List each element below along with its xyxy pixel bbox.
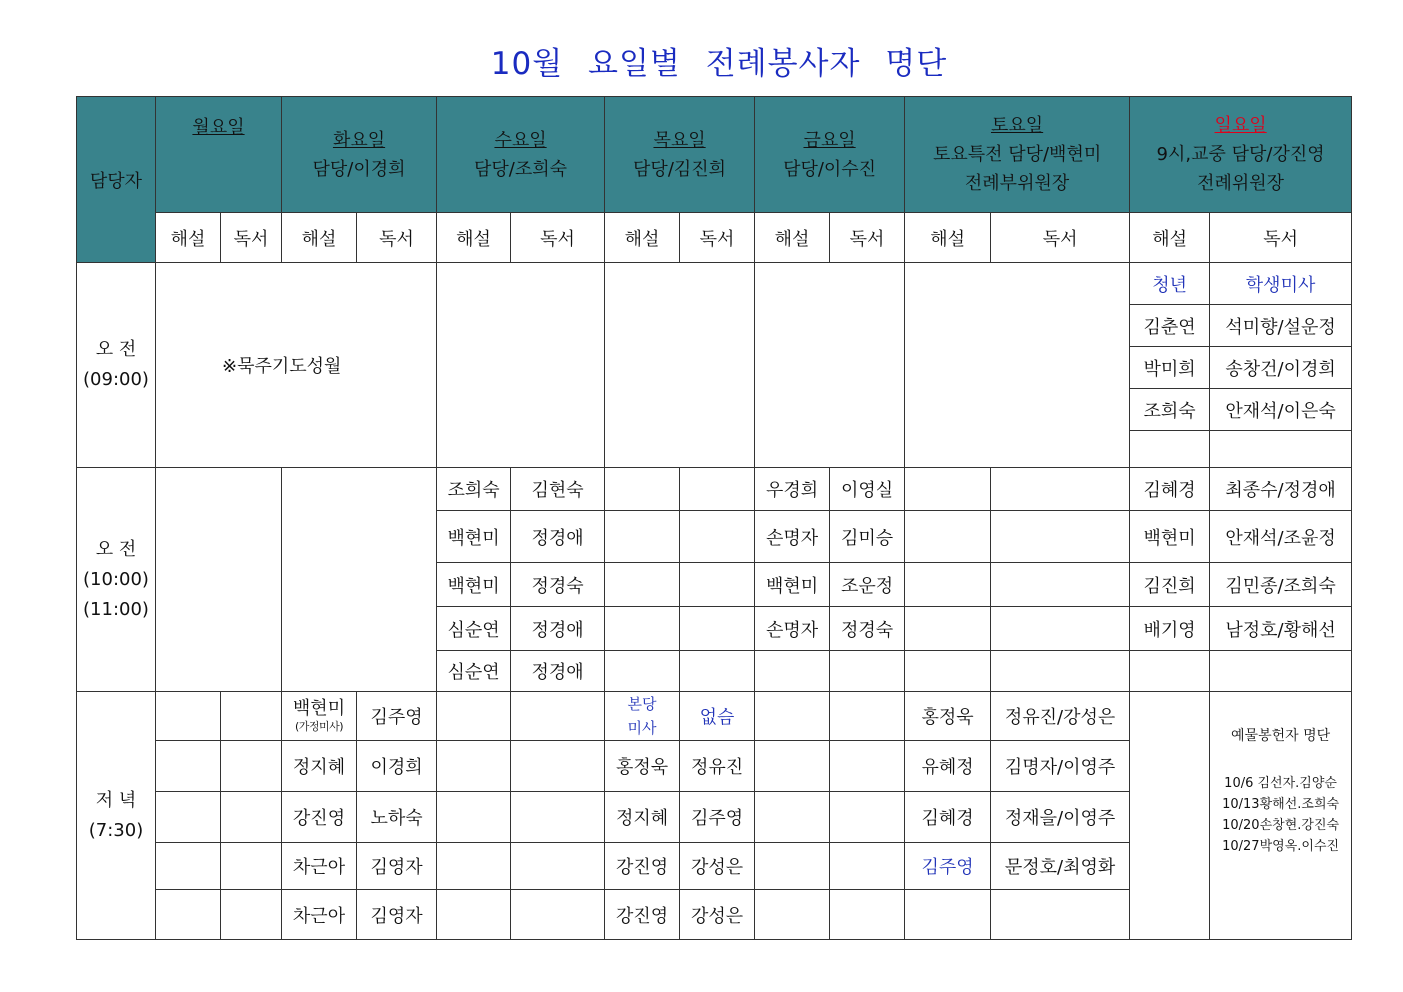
commentary-header: 해설 [905, 213, 991, 263]
session-label-morning10: 오 전 (10:00) (11:00) [77, 468, 156, 692]
commentary-header: 해설 [1130, 213, 1210, 263]
empty-cell [437, 843, 511, 890]
empty-cell [605, 607, 680, 651]
table-cell: 심순연 [437, 607, 511, 651]
empty-cell [437, 263, 605, 468]
table-cell [1130, 651, 1210, 692]
reading-header: 독서 [1210, 213, 1352, 263]
day-header-sat [905, 97, 1130, 213]
reading-header: 독서 [680, 213, 755, 263]
empty-cell [156, 792, 221, 843]
table-cell: 남정호/황해선 [1210, 607, 1352, 651]
table-cell: 이경희 [357, 741, 437, 792]
empty-cell [1130, 692, 1210, 940]
day-header-mon [156, 97, 282, 213]
table-cell: 안재석/이은숙 [1210, 389, 1352, 431]
table-cell: 강진영 [282, 792, 357, 843]
sun9-header-left: 청년 [1130, 263, 1210, 305]
day-line3: 담당/김진희 [633, 158, 727, 180]
empty-cell [830, 792, 905, 843]
table-cell: 송창건/이경희 [1210, 347, 1352, 389]
empty-cell [991, 651, 1130, 692]
session-label-morning9: 오 전 (09:00) [77, 263, 156, 468]
empty-cell [755, 263, 905, 468]
table-cell: 김혜경 [905, 792, 991, 843]
manager-header: 담당자 [77, 97, 156, 263]
table-cell: 정재을/이영주 [991, 792, 1130, 843]
empty-cell [830, 843, 905, 890]
table-cell: 없슴 [680, 692, 755, 741]
table-cell: 홍정욱 [605, 741, 680, 792]
empty-cell [905, 651, 991, 692]
empty-cell [755, 843, 830, 890]
table-cell: 우경희 [755, 468, 830, 511]
table-cell: 조희숙 [437, 468, 511, 511]
empty-cell [605, 263, 755, 468]
empty-cell [221, 741, 282, 792]
table-cell: 백현미 [437, 511, 511, 563]
day-line3: 담당/이경희 [312, 158, 406, 180]
table-cell: 백현미 [437, 563, 511, 607]
table-cell: 김명자/이영주 [991, 741, 1130, 792]
day-line2: 9시,교중 담당/강진영 [1156, 144, 1325, 165]
table-cell: 백현미 (가정미사) [282, 692, 357, 741]
empty-cell [511, 890, 605, 940]
empty-cell [830, 741, 905, 792]
table-cell: 정경숙 [511, 563, 605, 607]
table-cell: 김영자 [357, 843, 437, 890]
offering-line: 10/6 김선자.김양순 [1224, 776, 1337, 791]
empty-cell [156, 468, 282, 692]
empty-cell [605, 511, 680, 563]
table-cell: 김혜경 [1130, 468, 1210, 511]
commentary-header: 해설 [755, 213, 830, 263]
empty-cell [755, 792, 830, 843]
offering-title: 예물봉헌자 명단 [1231, 728, 1331, 744]
table-cell: 정유진/강성은 [991, 692, 1130, 741]
day-header-thu [605, 97, 755, 213]
table-cell [905, 890, 991, 940]
table-cell: 정지혜 [282, 741, 357, 792]
table-cell: 강성은 [680, 890, 755, 940]
day-line3: 담당/이수진 [783, 158, 877, 180]
day-line2: 토요특전 담당/백현미 [932, 144, 1102, 165]
empty-cell [905, 468, 991, 511]
table-cell: 심순연 [437, 651, 511, 692]
empty-cell [830, 692, 905, 741]
day-header-tue [282, 97, 437, 213]
table-cell: 석미향/설운정 [1210, 305, 1352, 347]
table-cell: 안재석/조윤정 [1210, 511, 1352, 563]
table-cell: 박미희 [1130, 347, 1210, 389]
table-cell [1130, 431, 1210, 468]
table-cell: 조희숙 [1130, 389, 1210, 431]
empty-cell [221, 890, 282, 940]
day-name: 월요일 [192, 117, 245, 138]
session-label-evening: 저 녁 (7:30) [77, 692, 156, 940]
empty-cell [991, 563, 1130, 607]
empty-cell [605, 468, 680, 511]
empty-cell [221, 692, 282, 741]
day-name: 목요일 [653, 129, 706, 151]
day-name: 화요일 [332, 129, 386, 151]
table-cell: 정경애 [511, 651, 605, 692]
empty-cell [605, 651, 680, 692]
table-cell [1210, 651, 1352, 692]
table-cell: 김영자 [357, 890, 437, 940]
empty-cell [437, 890, 511, 940]
day-line3: 전례위원장 [1197, 173, 1285, 194]
table-cell: 김현숙 [511, 468, 605, 511]
empty-cell [905, 511, 991, 563]
table-cell: 백현미 [755, 563, 830, 607]
table-cell: 김주영 [680, 792, 755, 843]
reading-header: 독서 [221, 213, 282, 263]
commentary-header: 해설 [282, 213, 357, 263]
empty-cell [437, 692, 511, 741]
empty-cell [221, 792, 282, 843]
day-line3: 담당/조희숙 [474, 158, 568, 180]
empty-cell [905, 563, 991, 607]
empty-cell [282, 468, 437, 692]
day-header-sun [1130, 97, 1352, 213]
sun9-header-right: 학생미사 [1210, 263, 1352, 305]
day-name: 수요일 [494, 129, 547, 151]
table-cell: 홍정욱 [905, 692, 991, 741]
empty-cell [437, 741, 511, 792]
empty-cell [991, 511, 1130, 563]
empty-cell [905, 607, 991, 651]
empty-cell [680, 511, 755, 563]
table-cell: 조운정 [830, 563, 905, 607]
table-cell: 정유진 [680, 741, 755, 792]
table-cell: 김진희 [1130, 563, 1210, 607]
table-cell: 유혜정 [905, 741, 991, 792]
table-cell: 김미승 [830, 511, 905, 563]
table-cell: 김민종/조희숙 [1210, 563, 1352, 607]
table-cell: 손명자 [755, 511, 830, 563]
empty-cell [156, 741, 221, 792]
empty-cell [680, 651, 755, 692]
empty-cell [680, 468, 755, 511]
empty-cell [755, 692, 830, 741]
empty-cell [680, 563, 755, 607]
reading-header: 독서 [991, 213, 1130, 263]
empty-cell [605, 563, 680, 607]
table-cell: 강진영 [605, 890, 680, 940]
day-header-fri [755, 97, 905, 213]
empty-cell [991, 468, 1130, 511]
reading-header: 독서 [511, 213, 605, 263]
reading-header: 독서 [357, 213, 437, 263]
empty-cell [221, 843, 282, 890]
table-cell [1210, 431, 1352, 468]
empty-cell [437, 792, 511, 843]
empty-cell [156, 692, 221, 741]
offering-line: 10/13황해선.조희숙 [1222, 797, 1340, 812]
commentary-header: 해설 [437, 213, 511, 263]
day-line3: 전례부위원장 [964, 173, 1070, 194]
table-cell: 손명자 [755, 607, 830, 651]
table-cell: 배기영 [1130, 607, 1210, 651]
empty-cell [680, 607, 755, 651]
table-cell [755, 651, 830, 692]
table-cell: 김주영 [905, 843, 991, 890]
offering-line: 10/20손창현.강진숙 [1222, 818, 1340, 833]
table-cell: 김주영 [357, 692, 437, 741]
reading-header: 독서 [830, 213, 905, 263]
commentary-header: 해설 [605, 213, 680, 263]
day-name: 토요일 [990, 115, 1044, 136]
commentary-header: 해설 [156, 213, 221, 263]
schedule-table [76, 96, 1352, 940]
empty-cell [511, 843, 605, 890]
day-name: 일요일 [1214, 115, 1267, 136]
table-cell: 차근아 [282, 843, 357, 890]
empty-cell [156, 890, 221, 940]
page-title: 10월 요일별 전례봉사자 명단 [490, 46, 948, 82]
empty-cell [511, 792, 605, 843]
table-cell: 이영실 [830, 468, 905, 511]
table-cell: 본당 미사 [605, 692, 680, 741]
table-cell: 강성은 [680, 843, 755, 890]
empty-cell [905, 263, 1130, 468]
rosary-notice: ※묵주기도성월 [156, 263, 437, 468]
table-cell: 문정호/최영화 [991, 843, 1130, 890]
empty-cell [511, 741, 605, 792]
table-cell: 김춘연 [1130, 305, 1210, 347]
offering-list [1210, 692, 1352, 940]
table-cell: 차근아 [282, 890, 357, 940]
empty-cell [511, 692, 605, 741]
day-header-wed [437, 97, 605, 213]
empty-cell [830, 890, 905, 940]
table-cell [830, 651, 905, 692]
table-cell: 정경애 [511, 607, 605, 651]
table-cell [991, 890, 1130, 940]
table-cell: 정지혜 [605, 792, 680, 843]
empty-cell [156, 843, 221, 890]
table-cell: 최종수/정경애 [1210, 468, 1352, 511]
offering-line: 10/27박영옥.이수진 [1222, 839, 1340, 854]
table-cell: 노하숙 [357, 792, 437, 843]
table-cell: 강진영 [605, 843, 680, 890]
empty-cell [755, 741, 830, 792]
table-cell: 백현미 [1130, 511, 1210, 563]
day-name: 금요일 [803, 129, 856, 151]
empty-cell [991, 607, 1130, 651]
table-cell: 정경애 [511, 511, 605, 563]
table-cell: 정경숙 [830, 607, 905, 651]
empty-cell [755, 890, 830, 940]
